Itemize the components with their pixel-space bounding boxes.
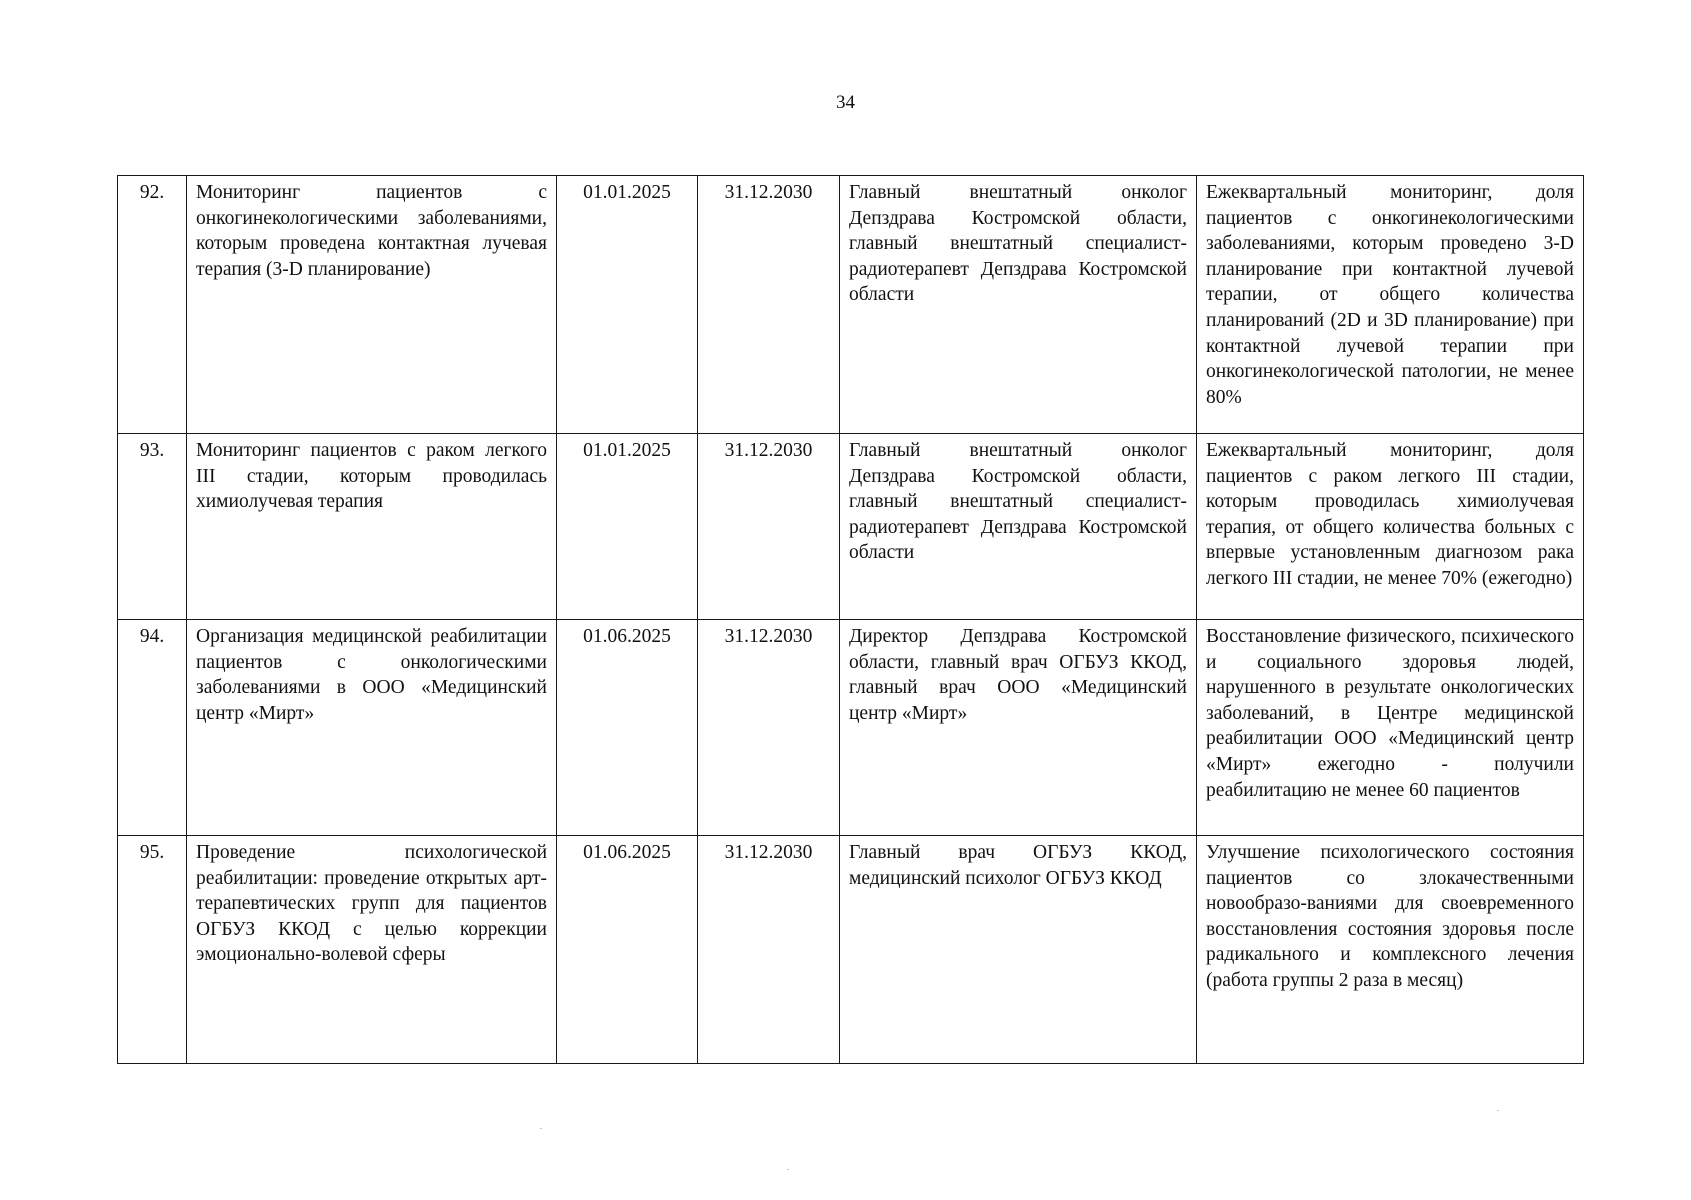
table-row bbox=[118, 620, 1584, 836]
scan-speck bbox=[1497, 1110, 1499, 1111]
responsible-cell: Главный врач ОГБУЗ ККОД, медицинский психолог ОГБУЗ ККОД bbox=[840, 836, 1197, 1064]
activity-cell: Мониторинг пациентов с раком легкого III стадии, которым проводилась химиолучевая терапия bbox=[187, 434, 557, 620]
scan-speck bbox=[540, 1128, 542, 1129]
activity-cell: Мониторинг пациентов с онкогинекологическими заболеваниями, которым проведена контактная лучевая терапия (3-D планирование) bbox=[187, 176, 557, 434]
responsible-cell: Главный внештатный онколог Депздрава Костромской области, главный внештатный специалист-радиотерапевт Депздрава Костромской области bbox=[840, 434, 1197, 620]
responsible-cell: Директор Депздрава Костромской области, главный врач ОГБУЗ ККОД, главный врач ООО «Медицинский центр «Мирт» bbox=[840, 620, 1197, 836]
table-row bbox=[118, 434, 1584, 620]
responsible-cell: Главный внештатный онколог Депздрава Костромской области, главный внештатный специалист-радиотерапевт Депздрава Костромской области bbox=[840, 176, 1197, 434]
activities-table bbox=[117, 175, 1584, 1064]
end-date-cell: 31.12.2030 bbox=[698, 434, 840, 620]
result-cell: Улучшение психологического состояния пациентов со злокачественными новообразо-ваниями для своевременного восстановления состояния здоровья после радикального и комплексного лечения (работа группы 2 раза в месяц) bbox=[1197, 836, 1584, 1064]
start-date-cell: 01.01.2025 bbox=[557, 176, 698, 434]
start-date-cell: 01.01.2025 bbox=[557, 434, 698, 620]
start-date-cell: 01.06.2025 bbox=[557, 836, 698, 1064]
start-date-cell: 01.06.2025 bbox=[557, 620, 698, 836]
scan-speck bbox=[787, 1169, 789, 1170]
end-date-cell: 31.12.2030 bbox=[698, 836, 840, 1064]
page-number: 34 bbox=[836, 92, 855, 113]
result-cell: Ежеквартальный мониторинг, доля пациентов с онкогинекологическими заболеваниями, которым проведено 3-D планирование при контактной лучевой терапии, от общего количества планирований (2D и 3D планирование) при контактной лучевой терапии при онкогинекологической патологии, не менее 80% bbox=[1197, 176, 1584, 434]
end-date-cell: 31.12.2030 bbox=[698, 176, 840, 434]
activity-cell: Проведение психологической реабилитации: проведение открытых арт-терапевтических групп для пациентов ОГБУЗ ККОД с целью коррекции эмоционально-волевой сферы bbox=[187, 836, 557, 1064]
activity-cell: Организация медицинской реабилитации пациентов с онкологическими заболеваниями в ООО «Медицинский центр «Мирт» bbox=[187, 620, 557, 836]
end-date-cell: 31.12.2030 bbox=[698, 620, 840, 836]
row-number: 95. bbox=[118, 836, 187, 1064]
row-number: 92. bbox=[118, 176, 187, 434]
result-cell: Ежеквартальный мониторинг, доля пациентов с раком легкого III стадии, которым проводилась химиолучевая терапия, от общего количества больных с впервые установленным диагнозом рака легкого III стадии, не менее 70% (ежегодно) bbox=[1197, 434, 1584, 620]
row-number: 94. bbox=[118, 620, 187, 836]
table-row bbox=[118, 836, 1584, 1064]
table-row bbox=[118, 176, 1584, 434]
result-cell: Восстановление физического, психического и социального здоровья людей, нарушенного в результате онкологических заболеваний, в Центре медицинской реабилитации ООО «Медицинский центр «Мирт» ежегодно - получили реабилитацию не менее 60 пациентов bbox=[1197, 620, 1584, 836]
row-number: 93. bbox=[118, 434, 187, 620]
